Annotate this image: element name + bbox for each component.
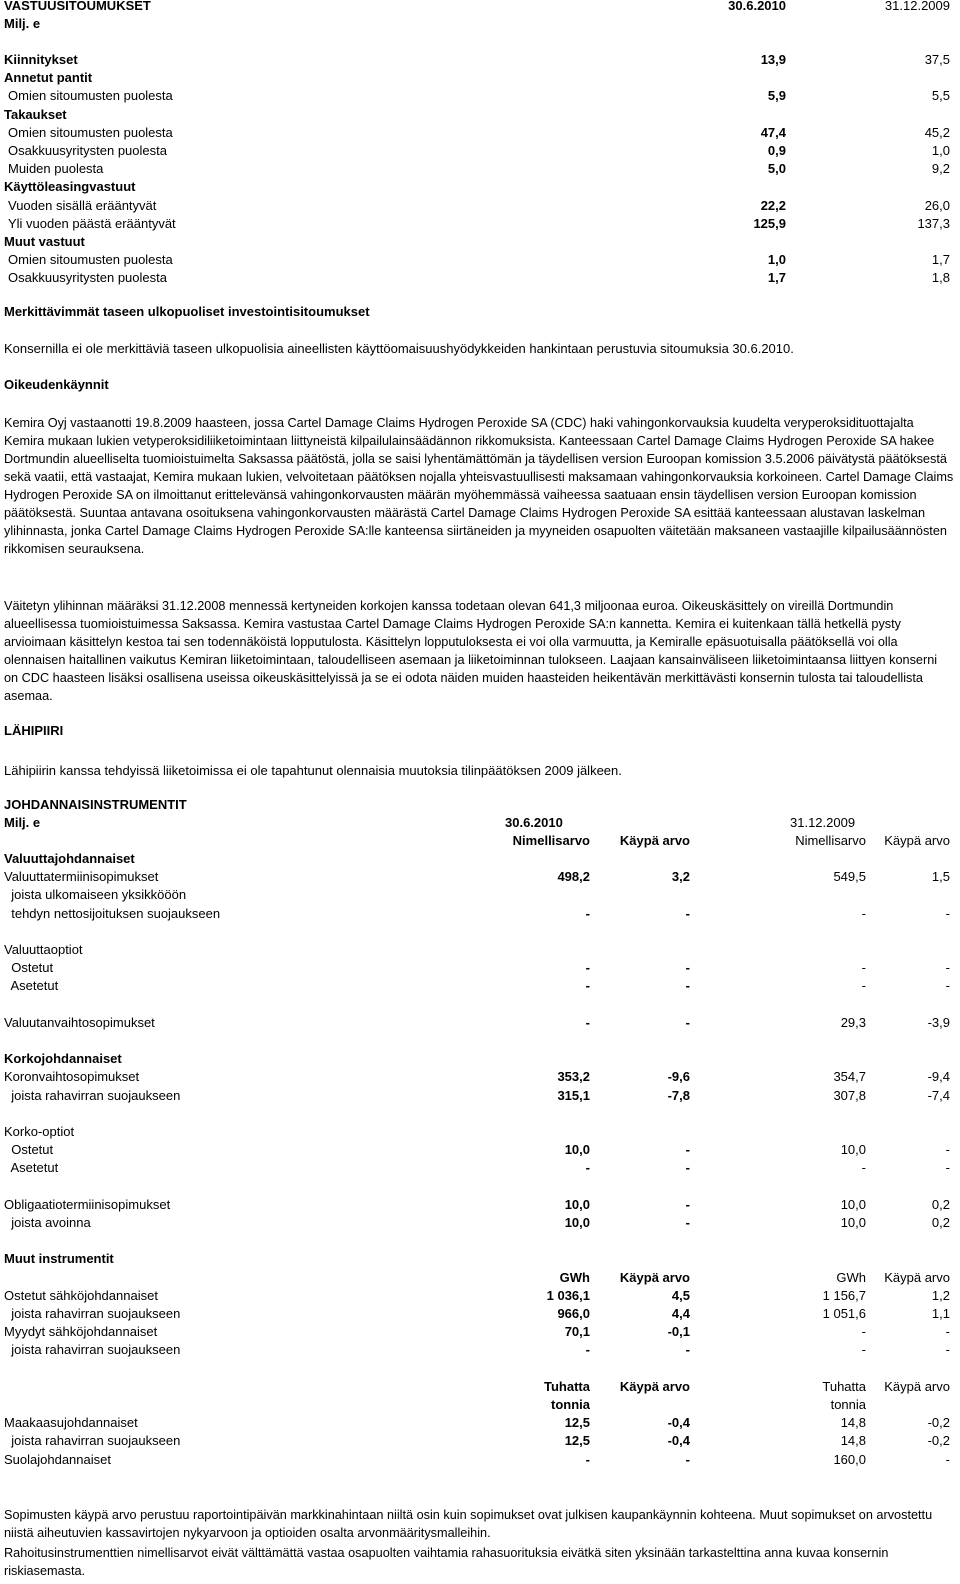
derivative-label: tehdyn nettosijoituksen suojaukseen	[4, 905, 221, 921]
derivative-cell: -	[685, 1014, 690, 1030]
commitment-label: Omien sitoumusten puolesta	[8, 252, 173, 268]
commitment-value-2009: 1,7	[931, 252, 950, 268]
derivative-cell: -	[685, 1196, 690, 1212]
derivative-cell: 4,4	[671, 1306, 690, 1321]
litigation-paragraph-2: Väitetyn ylihinnan määräksi 31.12.2008 mennessä kertyneiden korkojen kanssa todetaan olevan 641,3 miljoonaa euroa. Oikeuskäsittely on vireillä Dortmundin alueellisessa tuomioistuimessa Saksassa. Kemira vastustaa Cartel Damage Claims Hydrogen Peroxide SA:n kannetta. Kemira ei kuitenkaan tällä hetkellä pysty arvioimaan käsittelyn kestoa tai sen todennäköistä lopputulosta. Käsittelyn lopputuloksesta ei voi olla varmuutta, ja Kemiralle epäsuotuisalla päätöksellä voi olla olennaisen haitallinen vaikutus Kemiran liiketoimintaan, taloudelliseen asemaan ja liiketoiminnan tulokseen. Laajaan kansainväliseen liiketoimintaansa liittyen konserni on CDC haasteen lisäksi osallisena useissa oikeuskäsittelyissä ja se ei odota näiden muiden haasteiden heikentävän merkittävästi konsernin tulosta tai taloudellista asemaa.	[4, 599, 938, 703]
derivative-cell: -	[685, 905, 690, 921]
litigation-paragraph-1: Kemira Oyj vastaanotti 19.8.2009 haasteen, jossa Cartel Damage Claims Hydrogen Peroxide SA (CDC) haki vahingonkorvauksia kuudelta veryperoksidituottajalta Kemira mukaan lukien vetyperoksidiliiketoimintaan liittyneistä kilpailulainsäädännon rikkomuksista. Kanteessaan Cartel Damage Claims Hydrogen Peroxide SA hakee Dortmundin alueelliselta tuomioistuimelta Saksassa päätöstä, jolla se saisi lyhentämättömän ja täydellisen version Euroopan komission 3.5.2006 päivätystä päätöksestä sekä vaatii, että vastaajat, Kemira mukaan lukien, velvoitetaan päätöksen nojalla yhteisvastuullisesti maksamaan vahingonkorvauksia korkoineen. Cartel Damage Claims Hydrogen Peroxide SA on ilmoittanut erittelevänsä vahingonkorvausten määrän myöhemmässä vaiheessa saatuaan ensin täydellisen version Euroopan komission päätöksestä. Suuntaa antavana osoituksena vahingonkorvausten määrästä Cartel Damage Claims Hydrogen Peroxide SA esittää kanteessaan alustavan laskelman ylihinnasta, jonka Cartel Damage Claims Hydrogen Peroxide SA:lle kanteensa siirtäneiden ja myyneiden osapuolten väitetään maksaneen vastaajille kilpailusäännösten rikkomisen seurauksena.	[4, 416, 954, 556]
commitment-value-2009: 45,2	[924, 124, 950, 140]
commitment-label: Omien sitoumusten puolesta	[8, 124, 173, 140]
derivative-cell: -	[861, 1160, 866, 1176]
derivative-label: Valuuttatermiinisopimukset	[4, 869, 159, 885]
derivative-cell: -	[685, 1342, 690, 1358]
derivative-cell: -3,9	[927, 1014, 950, 1030]
derivative-cell: Käypä arvo	[884, 1378, 950, 1394]
derivative-cell: 4,5	[671, 1287, 690, 1303]
derivative-label: Muut instrumentit	[4, 1251, 114, 1267]
derivative-label: Valuuttaoptiot	[4, 942, 83, 957]
commitment-value-2010: 125,9	[753, 215, 786, 231]
derivative-label: joista rahavirran suojaukseen	[4, 1433, 181, 1449]
commitment-value-2009: 9,2	[931, 161, 950, 177]
commitment-label: Yli vuoden päästä erääntyvät	[8, 215, 176, 231]
derivative-label: joista rahavirran suojaukseen	[4, 1087, 181, 1103]
derivative-cell: 10,0	[840, 1196, 866, 1212]
derivative-cell: -7,8	[667, 1087, 690, 1103]
derivative-cell: -0,1	[667, 1324, 690, 1340]
derivative-cell: 70,1	[564, 1324, 590, 1340]
notes-paragraph-2: Rahoitusinstrumenttien nimellisarvot eivät välttämättä vastaa osapuolten vaihtamia rahasuorituksia eivätkä siten yksinään tarkastelttina anna kuvaa konsernin riskiasemasta.	[4, 1546, 889, 1578]
derivative-label: Korko-optiot	[4, 1124, 75, 1139]
commitment-value-2009: 137,3	[917, 215, 950, 231]
derivative-cell: -9,6	[667, 1069, 690, 1085]
derivative-label: Korkojohdannaiset	[4, 1051, 122, 1067]
derivative-cell: -	[685, 1160, 690, 1176]
col-header-fair-2: Käypä arvo	[884, 833, 950, 848]
col-header-fair-1: Käypä arvo	[619, 833, 690, 848]
derivatives-date-2: 31.12.2009	[790, 815, 856, 830]
derivative-cell: 10,0	[564, 1142, 590, 1158]
derivative-cell: 1,5	[931, 869, 950, 885]
derivative-cell: 353,2	[557, 1069, 590, 1085]
notes-paragraph-1: Sopimusten käypä arvo perustuu raportointipäivän markkinahintaan niiltä osin kuin sopimukset ovat julkisen kaupankäynnin kohteena. Muut sopimukset on arvostettu niistä aiheutuvien kassavirtojen nykyarvoon ja optioiden osalta arvonmääritysmalleihin.	[4, 1508, 933, 1540]
derivative-cell: -	[861, 960, 866, 976]
derivative-cell: -	[945, 1342, 950, 1358]
commitment-label: Osakkuusyritysten puolesta	[8, 143, 167, 158]
derivatives-unit: Milj. e	[4, 815, 41, 830]
investments-text: Konsernilla ei ole merkittäviä taseen ulkopuolisia aineellisten käyttöomaisuushyödykkeiden hankintaan perustuvia sitoumuksia 30.6.2010.	[4, 341, 794, 356]
derivative-cell: 549,5	[833, 869, 866, 885]
litigation-heading: Oikeudenkäynnit	[4, 377, 109, 392]
derivative-cell: -	[685, 1451, 690, 1467]
derivative-cell: 10,0	[840, 1142, 866, 1158]
derivative-cell: -	[585, 960, 590, 976]
commitment-value-2009: 26,0	[924, 197, 950, 213]
derivative-cell: 14,8	[840, 1433, 866, 1449]
derivative-cell: -	[945, 960, 950, 976]
related-heading: LÄHIPIIRI	[4, 723, 64, 738]
derivative-cell: -	[685, 1142, 690, 1158]
derivative-cell: -	[585, 1014, 590, 1030]
derivative-label: Valuutanvaihtosopimukset	[4, 1014, 155, 1030]
derivative-cell: 10,0	[840, 1215, 866, 1230]
derivatives-date-1: 30.6.2010	[505, 815, 563, 830]
derivative-cell: 10,0	[564, 1196, 590, 1212]
derivative-cell: -	[861, 1342, 866, 1358]
derivative-cell: -	[945, 1160, 950, 1176]
unit-label: Milj. e	[4, 16, 41, 31]
commitment-value-2010: 5,0	[767, 161, 786, 177]
derivative-cell: 12,5	[564, 1415, 590, 1431]
derivative-cell: -	[685, 1215, 690, 1230]
derivative-cell: 0,2	[931, 1215, 950, 1230]
commitment-value-2010: 22,2	[760, 197, 786, 213]
derivative-label: Myydyt sähköjohdannaiset	[4, 1324, 158, 1340]
derivative-cell: GWh	[836, 1269, 866, 1285]
derivative-cell: -0,2	[927, 1415, 950, 1431]
derivative-cell: -9,4	[927, 1069, 950, 1085]
commitment-value-2010: 1,7	[767, 270, 786, 286]
derivative-label: Asetetut	[4, 978, 59, 994]
derivative-cell: Käypä arvo	[884, 1269, 950, 1285]
derivative-cell: -7,4	[927, 1087, 950, 1103]
derivative-cell: -	[945, 1142, 950, 1158]
commitment-label: Kiinnitykset	[4, 52, 78, 67]
derivative-cell: 10,0	[564, 1215, 590, 1230]
derivative-cell: 1 036,1	[546, 1287, 590, 1303]
commitment-label: Omien sitoumusten puolesta	[8, 88, 173, 104]
derivative-cell: 1,1	[931, 1306, 950, 1321]
commitment-value-2010: 5,9	[767, 88, 786, 104]
derivative-cell: 307,8	[833, 1087, 866, 1103]
derivative-cell: -	[685, 960, 690, 976]
derivative-cell: Käypä arvo	[619, 1269, 690, 1285]
derivative-label: joista avoinna	[4, 1215, 91, 1230]
derivative-cell: -	[585, 1160, 590, 1176]
derivative-cell: -	[945, 1324, 950, 1340]
derivative-cell: Käypä arvo	[619, 1378, 690, 1394]
derivative-label: Ostetut	[4, 960, 54, 976]
derivative-cell: -0,2	[927, 1433, 950, 1449]
derivative-cell: 1 156,7	[822, 1287, 866, 1303]
derivative-label: joista rahavirran suojaukseen	[4, 1306, 181, 1321]
related-text: Lähipiirin kanssa tehdyissä liiketoimissa ei ole tapahtunut olennaisia muutoksia tilinpäätöksen 2009 jälkeen.	[4, 763, 622, 778]
commitment-label: Takaukset	[4, 106, 67, 122]
commitment-label: Käyttöleasingvastuut	[4, 179, 136, 195]
col-header-nominal-2: Nimellisarvo	[795, 833, 866, 848]
derivative-cell: 160,0	[833, 1451, 866, 1467]
commitment-value-2009: 5,5	[931, 88, 950, 104]
commitment-label: Muiden puolesta	[8, 161, 104, 177]
derivative-cell: 0,2	[931, 1196, 950, 1212]
derivative-cell: 29,3	[840, 1014, 866, 1030]
derivative-cell: 1 051,6	[822, 1306, 866, 1321]
derivatives-heading: JOHDANNAISINSTRUMENTIT	[4, 797, 187, 812]
derivative-cell: 12,5	[564, 1433, 590, 1449]
commitment-value-2010: 1,0	[767, 252, 786, 268]
derivative-cell: -	[945, 1451, 950, 1467]
derivative-label: joista ulkomaiseen yksikkööön	[4, 887, 187, 903]
derivative-cell: 315,1	[557, 1087, 590, 1103]
derivative-cell: tonnia	[830, 1397, 866, 1412]
derivative-cell: -	[861, 1324, 866, 1340]
commitment-label: Vuoden sisällä erääntyvät	[8, 197, 157, 213]
derivative-cell: -	[585, 905, 590, 921]
commitment-label: Osakkuusyritysten puolesta	[8, 270, 167, 286]
derivative-cell: -	[945, 978, 950, 994]
derivative-label: Obligaatiotermiinisopimukset	[4, 1196, 171, 1212]
investments-heading: Merkittävimmät taseen ulkopuoliset investointisitoumukset	[4, 304, 370, 319]
commitment-value-2010: 13,9	[760, 52, 786, 67]
col-header-nominal-1: Nimellisarvo	[512, 833, 590, 848]
commitment-label: Muut vastuut	[4, 234, 85, 249]
derivative-label: joista rahavirran suojaukseen	[4, 1342, 181, 1358]
page-title: VASTUUSITOUMUKSET	[4, 0, 151, 13]
derivative-cell: -	[945, 905, 950, 921]
commitment-value-2010: 0,9	[767, 143, 786, 158]
derivative-cell: 3,2	[671, 869, 690, 885]
derivative-cell: 966,0	[557, 1306, 590, 1321]
commitment-value-2009: 1,8	[931, 270, 950, 286]
commitment-value-2009: 1,0	[931, 143, 950, 158]
derivative-cell: -0,4	[667, 1415, 690, 1431]
derivative-cell: 498,2	[557, 869, 590, 885]
derivative-cell: tonnia	[551, 1397, 590, 1412]
derivative-cell: Tuhatta	[822, 1378, 866, 1394]
derivative-cell: -	[585, 1342, 590, 1358]
derivative-cell: -	[585, 978, 590, 994]
derivative-cell: -	[861, 978, 866, 994]
derivative-label: Koronvaihtosopimukset	[4, 1069, 140, 1085]
derivative-cell: -0,4	[667, 1433, 690, 1449]
commitment-value-2010: 47,4	[760, 124, 786, 140]
derivative-cell: -	[585, 1451, 590, 1467]
derivative-label: Ostetut sähköjohdannaiset	[4, 1287, 158, 1303]
derivative-cell: -	[861, 905, 866, 921]
derivative-cell: 14,8	[840, 1415, 866, 1431]
derivative-label: Valuuttajohdannaiset	[4, 851, 135, 866]
derivative-cell: Tuhatta	[544, 1378, 590, 1394]
derivative-label: Suolajohdannaiset	[4, 1451, 111, 1467]
derivative-cell: -	[685, 978, 690, 994]
derivative-label: Maakaasujohdannaiset	[4, 1415, 138, 1431]
column-date-1: 30.6.2010	[728, 0, 786, 13]
derivative-cell: 354,7	[833, 1069, 866, 1085]
commitment-label: Annetut pantit	[4, 70, 93, 86]
derivative-cell: 1,2	[931, 1287, 950, 1303]
derivative-label: Ostetut	[4, 1142, 54, 1158]
column-date-2: 31.12.2009	[884, 0, 950, 13]
derivative-label: Asetetut	[4, 1160, 59, 1176]
derivative-cell: GWh	[559, 1269, 590, 1285]
commitment-value-2009: 37,5	[924, 52, 950, 67]
